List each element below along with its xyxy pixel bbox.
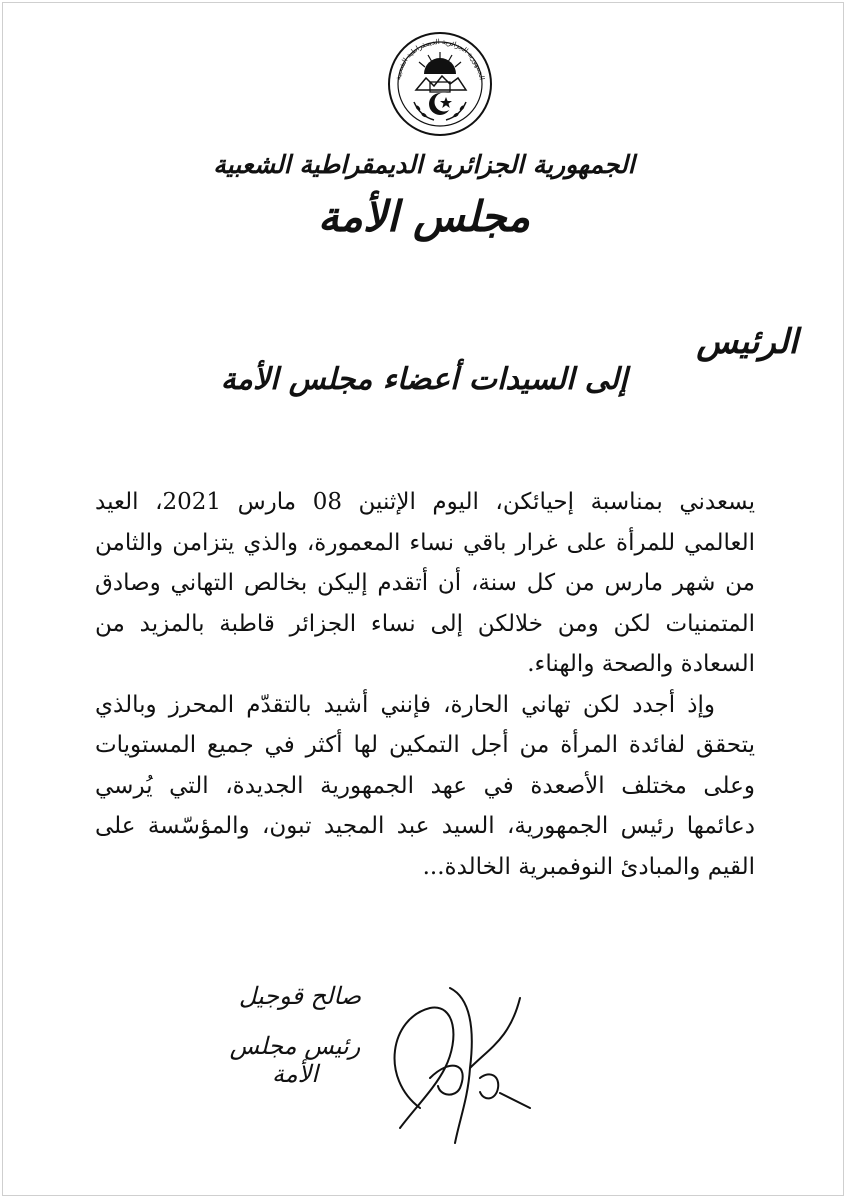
addressee-line: إلى السيدات أعضاء مجلس الأمة [220,362,628,397]
signatory-title: رئيس مجلس الأمة [229,1032,361,1088]
sender-label: الرئيس [696,322,798,362]
letter-body [95,482,755,887]
signatory-name: صالح قوجيل [238,982,362,1010]
seal-lettering: الجمهورية الجزائرية الديمقراطية الشعبية [394,37,486,81]
handwritten-signature-icon [360,958,560,1158]
council-name: مجلس الأمة [317,192,531,241]
algeria-emblem-seal [386,30,494,138]
letter-paragraph-1: يسعدني بمناسبة إحيائكن، اليوم الإثنين 08 مارس 2021، العيد العالمي للمرأة على غرار باقي نساء المعمورة، والذي يتزامن والثامن من شهر مارس من كل سنة، أن أتقدم إليكن بخالص التهاني وصادق المتمنيات لكن ومن خلالكن إلى نساء الجزائر قاطبة بالمزيد من السعادة والصحة والهناء. [95,489,755,677]
republic-name: الجمهورية الجزائرية الديمقراطية الشعبية [213,150,635,179]
letter-paragraph-2: وإذ أجدد لكن تهاني الحارة، فإنني أشيد بالتقدّم المحرز وبالذي يتحقق لفائدة المرأة من أجل التمكين لها أكثر في جميع المستويات وعلى مختلف الأصعدة في عهد الجمهورية الجديدة، التي يُرسي دعائمها رئيس الجمهورية، السيد عبد المجيد تبون، والمؤسّسة على القيم والمبادئ النوفمبرية الخالدة... [95,691,755,880]
